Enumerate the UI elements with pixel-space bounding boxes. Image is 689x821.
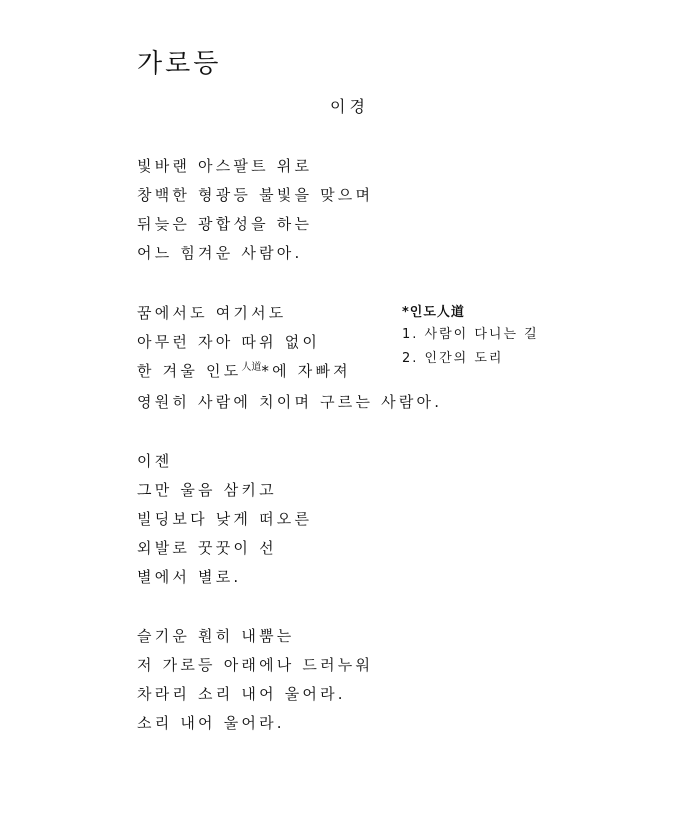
footnote-item: 2. 인간의 도리 (402, 351, 504, 366)
poem-line: 어느 힘겨운 사람아. (137, 244, 303, 262)
poem-line: 소리 내어 울어라. (137, 714, 285, 732)
poem-line: 빌딩보다 낮게 떠오른 (137, 510, 313, 528)
poem-line: 그만 울음 삼키고 (137, 481, 277, 499)
poem-line: 저 가로등 아래에나 드러누워 (137, 656, 374, 674)
stanza-3 (137, 447, 312, 592)
footnote-box (402, 303, 539, 371)
stanza-4 (137, 622, 373, 738)
poem-line: 빛바랜 아스팔트 위로 (137, 157, 313, 175)
poem-line: 별에서 별로. (137, 568, 242, 586)
stanza-2 (137, 299, 442, 417)
poem-line: 이젠 (137, 452, 173, 470)
poem-line-end: 에 자빠져 (272, 362, 351, 380)
hanja-annotation: 人道 (241, 362, 262, 373)
poem-line: 차라리 소리 내어 울어라. (137, 685, 346, 703)
poem-line: 창백한 형광등 불빛을 맞으며 (137, 186, 374, 204)
poem-line: 영원히 사람에 치이며 구르는 사람아. (137, 393, 443, 411)
footnote-marker: * (261, 362, 273, 380)
poem-line: 뒤늦은 광합성을 하는 (137, 215, 313, 233)
poem-line: 꿈에서도 여기서도 (137, 304, 287, 322)
poem-line: 외발로 꿋꿋이 선 (137, 539, 277, 557)
poem-line-annotated (137, 357, 442, 388)
footnote-title: *인도人道 (402, 305, 465, 320)
poem-line: 슬기운 훤히 내뿜는 (137, 627, 295, 645)
poem-line-start: 한 겨울 인도 (137, 362, 242, 380)
poem-author: 이경 (330, 97, 369, 116)
poem-line: 아무런 자아 따위 없이 (137, 333, 321, 351)
footnote-item: 1. 사람이 다니는 길 (402, 327, 539, 342)
poem-title: 가로등 (137, 49, 222, 79)
stanza-1 (137, 152, 373, 268)
